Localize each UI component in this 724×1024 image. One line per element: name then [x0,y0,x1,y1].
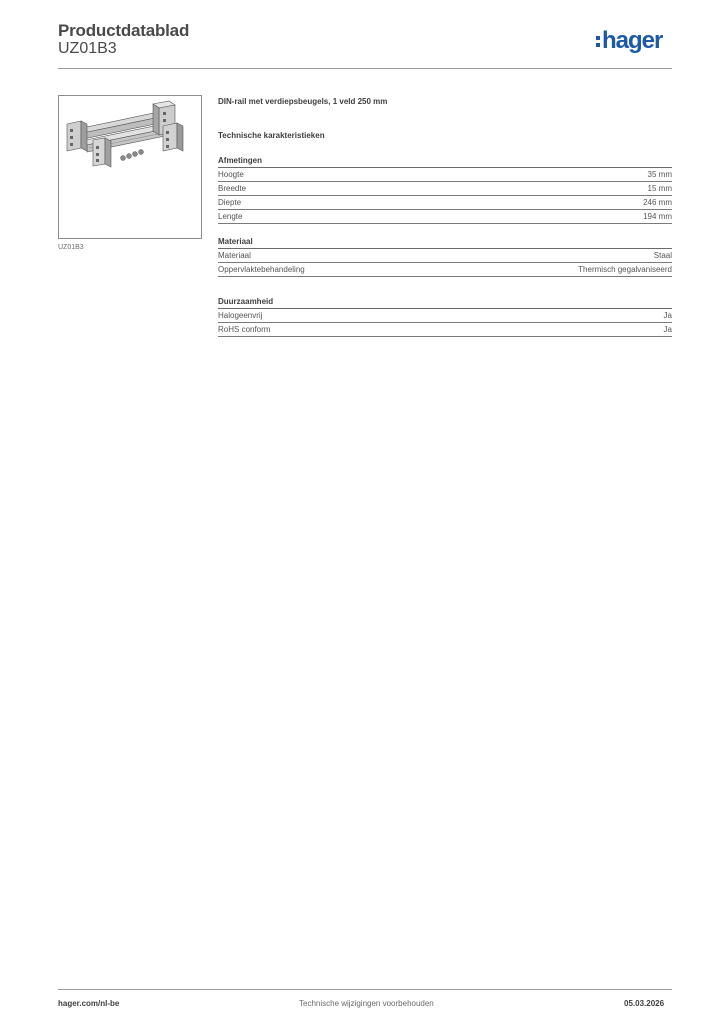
section-title: Materiaal [218,236,672,249]
product-code: UZ01B3 [58,40,117,57]
spec-label: RoHS conform [218,325,271,334]
logo-dots-icon [596,36,600,47]
hager-logo[interactable] [596,29,662,55]
spec-row [218,263,672,277]
spec-value: 35 mm [647,170,672,179]
spec-value: 246 mm [643,198,672,207]
product-description: DIN-rail met verdiepsbeugels, 1 veld 250 mm [218,97,388,106]
image-caption: UZ01B3 [58,244,84,251]
spec-row [218,196,672,210]
spec-label: Hoogte [218,170,244,179]
spec-value: Staal [653,251,672,260]
spec-row [218,182,672,196]
footer-date: 05.03.2026 [624,999,665,1008]
spec-label: Breedte [218,184,247,193]
section-duurzaamheid [218,296,672,337]
spec-row [218,249,672,263]
spec-value: Thermisch gegalvaniseerd [578,265,672,274]
footer-disclaimer: Technische wijzigingen voorbehouden [299,999,434,1008]
spec-value: 194 mm [643,212,672,221]
spec-label: Oppervlaktebehandeling [218,265,305,274]
spec-row [218,323,672,337]
spec-value: Ja [663,311,672,320]
section-title: Duurzaamheid [218,296,672,309]
section-title: Afmetingen [218,155,672,168]
footer-website-link[interactable]: hager.com/nl-be [58,999,120,1008]
spec-value: Ja [663,325,672,334]
spec-value: 15 mm [647,184,672,193]
spec-label: Lengte [218,212,243,221]
page-title: Productdatablad [58,21,190,40]
product-image [58,95,202,239]
din-rail-bracket-illustration [59,96,201,238]
header-divider [58,68,672,69]
technical-characteristics-heading: Technische karakteristieken [218,131,325,140]
spec-row [218,168,672,182]
logo-text: hager [602,27,663,54]
section-materiaal [218,236,672,277]
spec-row [218,309,672,323]
section-afmetingen [218,155,672,224]
spec-row [218,210,672,224]
spec-label: Diepte [218,198,242,207]
spec-label: Halogeenvrij [218,311,263,320]
product-details [218,96,672,337]
spec-label: Materiaal [218,251,251,260]
footer-divider [58,989,672,990]
